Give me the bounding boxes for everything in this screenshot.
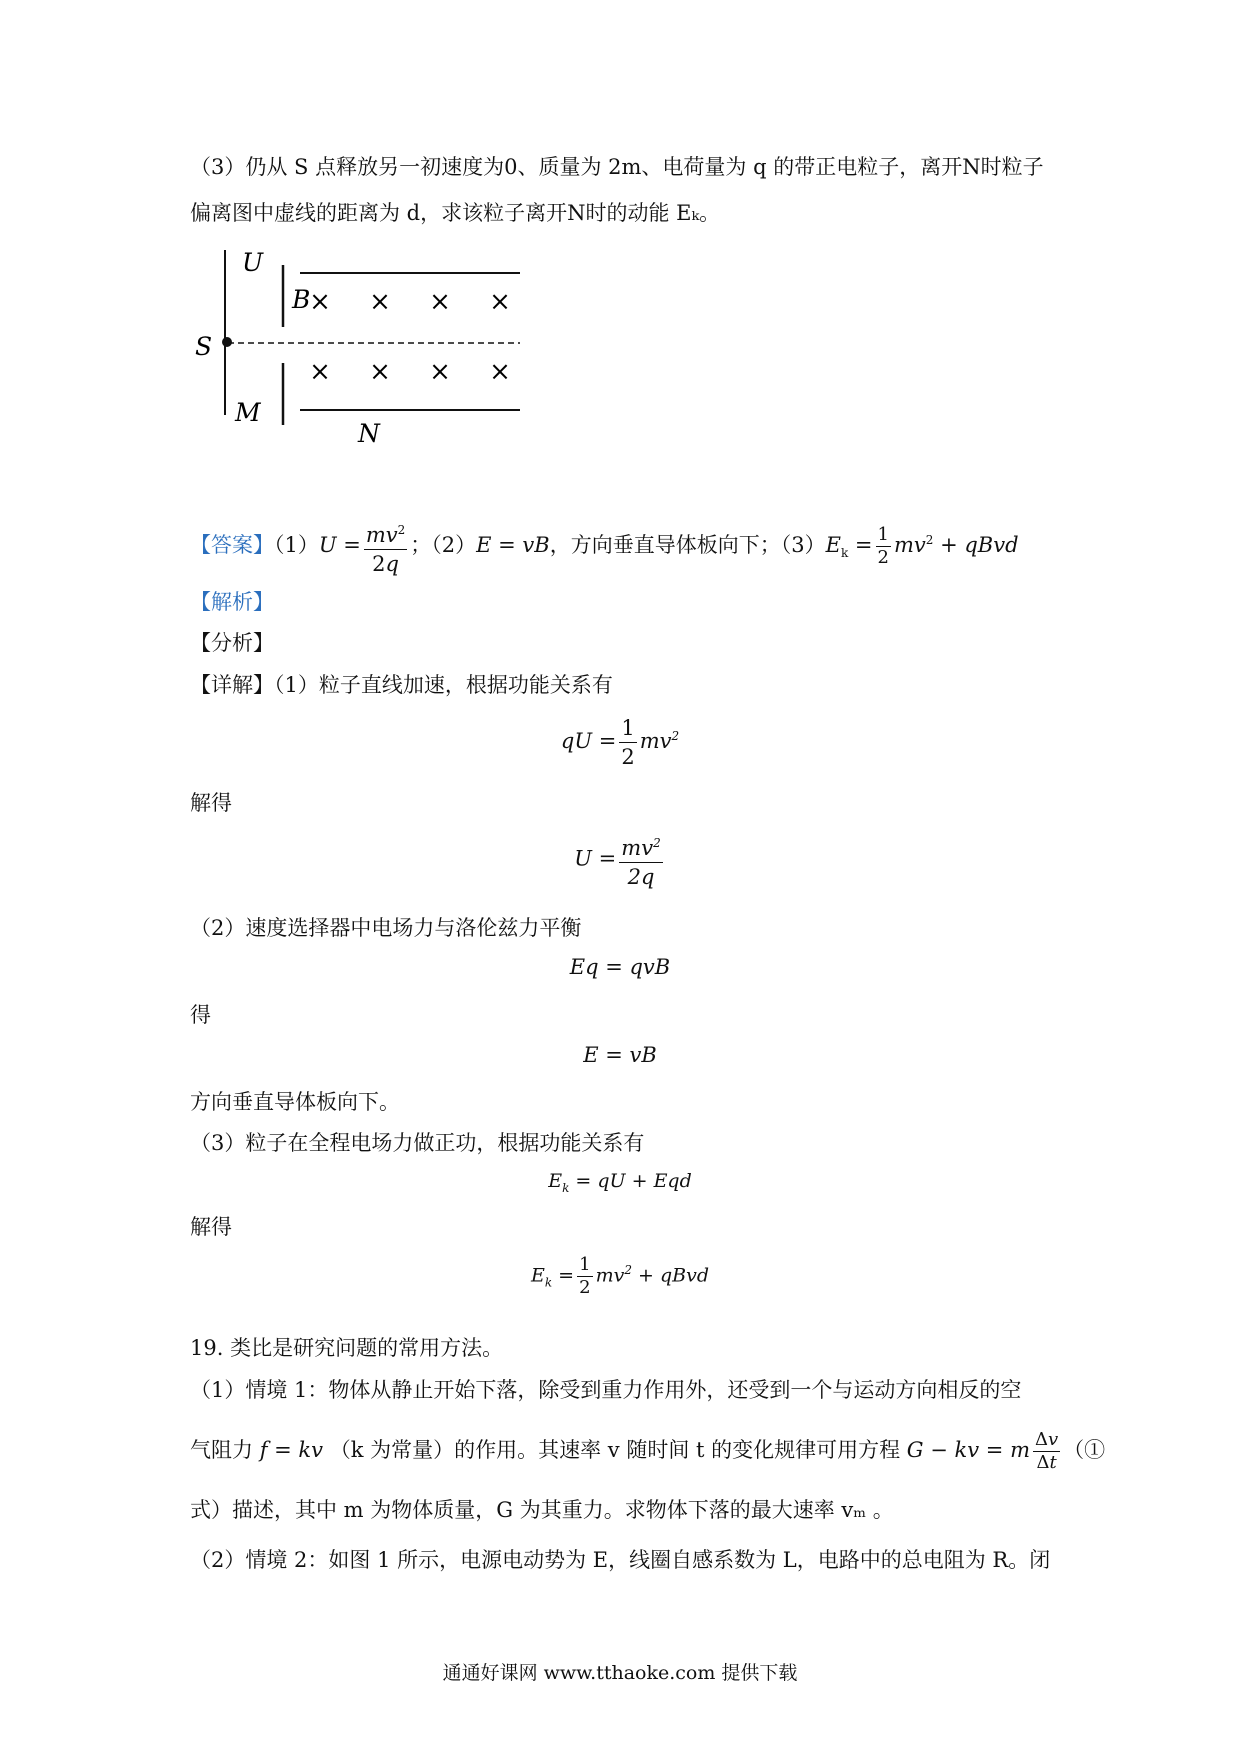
label-B: B (292, 285, 311, 314)
jiede-2: 解得 (190, 1215, 232, 1239)
jiede-1: 解得 (190, 791, 232, 815)
answer-part2: ；（2） (410, 533, 477, 557)
label-M: M (235, 398, 261, 427)
eq-Ek-sum: $E_k$ = qU + Eqd (548, 1170, 692, 1195)
q19-line3: 式）描述，其中 m 为物体质量，G 为其重力。求物体下落的最大速率 vₘ 。 (190, 1498, 894, 1522)
de-text: 得 (190, 1003, 211, 1027)
q3-line1: （3）仍从 S 点释放另一初速度为0、质量为 2m、电荷量为 q 的带正电粒子，离开N时粒子 (190, 155, 1044, 179)
eq-U: U = $\frac{mv^2}{2q}$ (0, 830, 1240, 890)
label-U: U (242, 248, 264, 277)
footer-source: 通通好课网 www.tthaoke.com 提供下载 (442, 1662, 798, 1684)
q19-line2: 气阻力 f = kv （k 为常量）的作用。其速率 v 随时间 t 的变化规律可用方程 G − kv = m $\frac{\Delta v}{\Delta t}$ （① (190, 1429, 1106, 1473)
q19-line4: （2）情境 2：如图 1 所示，电源电动势为 E，线圈自感系数为 L，电路中的总电阻为 R。闭 (190, 1548, 1051, 1572)
field-cross: × (309, 287, 331, 317)
tag-fenxi: 【分析】 (190, 631, 274, 655)
detail-step2: （2）速度选择器中电场力与洛伦兹力平衡 (190, 916, 582, 940)
field-cross: × (309, 357, 331, 387)
eq-work-energy: qU = $\frac{1}{2}$ $mv^2$ (560, 716, 680, 769)
eq-E: E = vB (583, 1043, 657, 1067)
field-cross: × (369, 287, 391, 317)
q3-line2: 偏离图中虚线的距离为 d，求该粒子离开N时的动能 Eₖ。 (190, 201, 721, 225)
answer-part2-text: ，方向垂直导体板向下；（3） (549, 533, 826, 557)
answer-line: 【答案】（1）U = $\frac{mv^2}{2q}$ ；（2）E = vB，方向垂直导体板向下；$(3)E_k$ = $\frac{1}{2}$ $mv^2$ + qBvd (190, 510, 1019, 583)
detail-step3: （3）粒子在全程电场力做正功，根据功能关系有 (190, 1131, 645, 1155)
eq-force-balance: Eq = qvB (569, 955, 671, 979)
answer-eq2: E = vB (476, 533, 550, 557)
velocity-selector-figure (190, 245, 530, 450)
field-cross: × (489, 357, 511, 387)
q19-line1: （1）情境 1：物体从静止开始下落，除受到重力作用外，还受到一个与运动方向相反的空 (190, 1378, 1022, 1402)
answer-part1: （1） (274, 533, 319, 557)
eq-Ek-result: $E_k$ = $\frac{1}{2}$ $mv^2$ + qBvd (530, 1254, 709, 1298)
detail-step1: 【详解】（1）粒子直线加速，根据功能关系有 (190, 673, 613, 697)
label-N: N (358, 419, 380, 448)
field-cross: × (489, 287, 511, 317)
answer-tag: 【答案】 (190, 533, 274, 557)
label-S: S (195, 332, 213, 361)
direction-text: 方向垂直导体板向下。 (190, 1090, 400, 1114)
field-cross: × (429, 357, 451, 387)
field-cross: × (429, 287, 451, 317)
q19-title: 19. 类比是研究问题的常用方法。 (190, 1336, 504, 1360)
field-cross: × (369, 357, 391, 387)
tag-jiexi: 【解析】 (190, 590, 274, 614)
